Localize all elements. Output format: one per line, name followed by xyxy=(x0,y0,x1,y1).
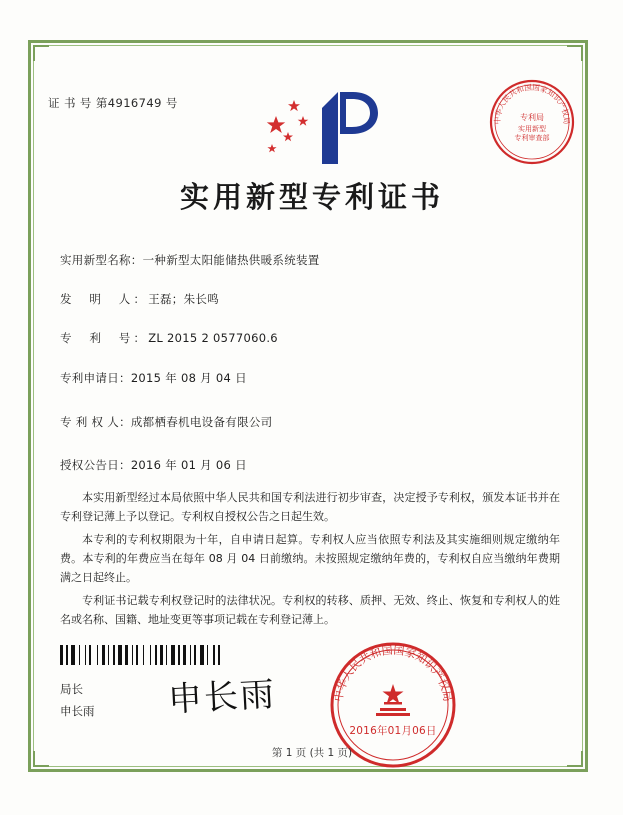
director-label: 局长 xyxy=(60,682,83,696)
corner-ornament-top-right xyxy=(567,45,583,61)
field-label: 专 利 号： xyxy=(60,331,149,345)
director-signature: 申长雨 xyxy=(167,674,277,721)
field-patentee xyxy=(60,414,272,430)
legal-paragraph-2 xyxy=(60,530,560,587)
barcode-bar xyxy=(166,645,167,665)
page-indicator: 第 1 页 (共 1 页) xyxy=(271,747,353,759)
field-label: 实用新型名称： xyxy=(60,253,143,267)
svg-text:专利局: 专利局 xyxy=(520,113,544,122)
barcode-bar xyxy=(178,645,180,665)
field-application-date xyxy=(60,370,247,386)
field-label: 授权公告日： xyxy=(60,458,131,472)
barcode-bar xyxy=(190,645,191,665)
field-grant-announcement-date xyxy=(60,457,247,473)
barcode-bar xyxy=(218,645,220,665)
barcode-bar xyxy=(60,645,63,665)
corner-ornament-bottom-left xyxy=(33,751,49,767)
field-utility-model-name xyxy=(60,252,320,268)
barcode-bar xyxy=(89,645,91,665)
paragraph-text: 本实用新型经过本局依照中华人民共和国专利法进行初步审查，决定授予专利权，颁发本证书并在专利登记薄上予以登记。专利权自授权公告之日起生效。 xyxy=(60,491,560,523)
barcode-bar xyxy=(150,645,151,665)
legal-paragraph-3 xyxy=(60,591,560,629)
field-patent-number xyxy=(60,330,278,346)
barcode-bar xyxy=(155,645,157,665)
barcode-bar xyxy=(108,645,109,665)
barcode-bar xyxy=(125,645,128,665)
page-title: 实用新型专利证书 xyxy=(179,180,444,214)
seal-date: 2016年01月06日 xyxy=(349,725,437,737)
barcode-bar xyxy=(200,645,204,665)
barcode-bar xyxy=(183,645,186,665)
field-label: 发 明 人： xyxy=(60,292,149,306)
field-value: 2015 年 08 月 04 日 xyxy=(130,371,247,385)
paragraph-text: 本专利的专利权期限为十年，自申请日起算。专利权人应当依照专利法及其实施细则规定缴纳年费。本专利的年费应当在每年 08 月 04 日前缴纳。未按照规定缴纳年费的，专利权自应当缴纳年费期满之日起终止。 xyxy=(60,533,560,584)
svg-text:专利审查部: 专利审查部 xyxy=(514,134,550,142)
field-label: 专利申请日： xyxy=(60,371,131,385)
certificate-number: 证 书 号 第4916749 号 xyxy=(48,96,178,110)
director-block xyxy=(60,678,95,722)
barcode xyxy=(60,645,230,665)
barcode-bar xyxy=(85,645,86,665)
paragraph-text: 专利证书记载专利权登记时的法律状况。专利权的转移、质押、无效、终止、恢复和专利权人的姓名或名称、国籍、地址变更等事项记载在专利登记薄上。 xyxy=(60,594,560,626)
svg-text:中华人民共和国国家知识产权局: 中华人民共和国国家知识产权局 xyxy=(331,643,455,703)
field-inventors xyxy=(60,291,219,307)
barcode-bar xyxy=(132,645,133,665)
director-name: 申长雨 xyxy=(60,704,95,718)
barcode-bar xyxy=(71,645,75,665)
barcode-bar xyxy=(194,645,196,665)
barcode-bar xyxy=(79,645,80,665)
barcode-bar xyxy=(97,645,98,665)
field-label: 专 利 权 人： xyxy=(60,415,131,429)
legal-paragraph-1 xyxy=(60,488,560,526)
barcode-bar xyxy=(102,645,105,665)
field-value: 王磊；朱长鸣 xyxy=(148,292,220,306)
field-value: 2016 年 01 月 06 日 xyxy=(130,458,247,472)
examination-department-seal xyxy=(488,78,576,166)
field-value: ZL 2015 2 0577060.6 xyxy=(148,331,278,345)
svg-text:实用新型: 实用新型 xyxy=(518,125,546,133)
barcode-bar xyxy=(213,645,215,665)
field-value: 成都栖春机电设备有限公司 xyxy=(130,415,273,429)
svg-text:中华人民共和国国家知识产权局: 中华人民共和国国家知识产权局 xyxy=(492,82,572,125)
corner-ornament-top-left xyxy=(33,45,49,61)
barcode-bar xyxy=(160,645,163,665)
barcode-bar xyxy=(136,645,138,665)
barcode-bar xyxy=(171,645,175,665)
barcode-bar xyxy=(66,645,68,665)
barcode-bar xyxy=(143,645,144,665)
patent-office-logo-icon xyxy=(258,82,383,172)
barcode-bar xyxy=(113,645,115,665)
barcode-bar xyxy=(207,645,208,665)
field-value: 一种新型太阳能储热供暖系统装置 xyxy=(142,253,320,267)
barcode-bar xyxy=(118,645,122,665)
